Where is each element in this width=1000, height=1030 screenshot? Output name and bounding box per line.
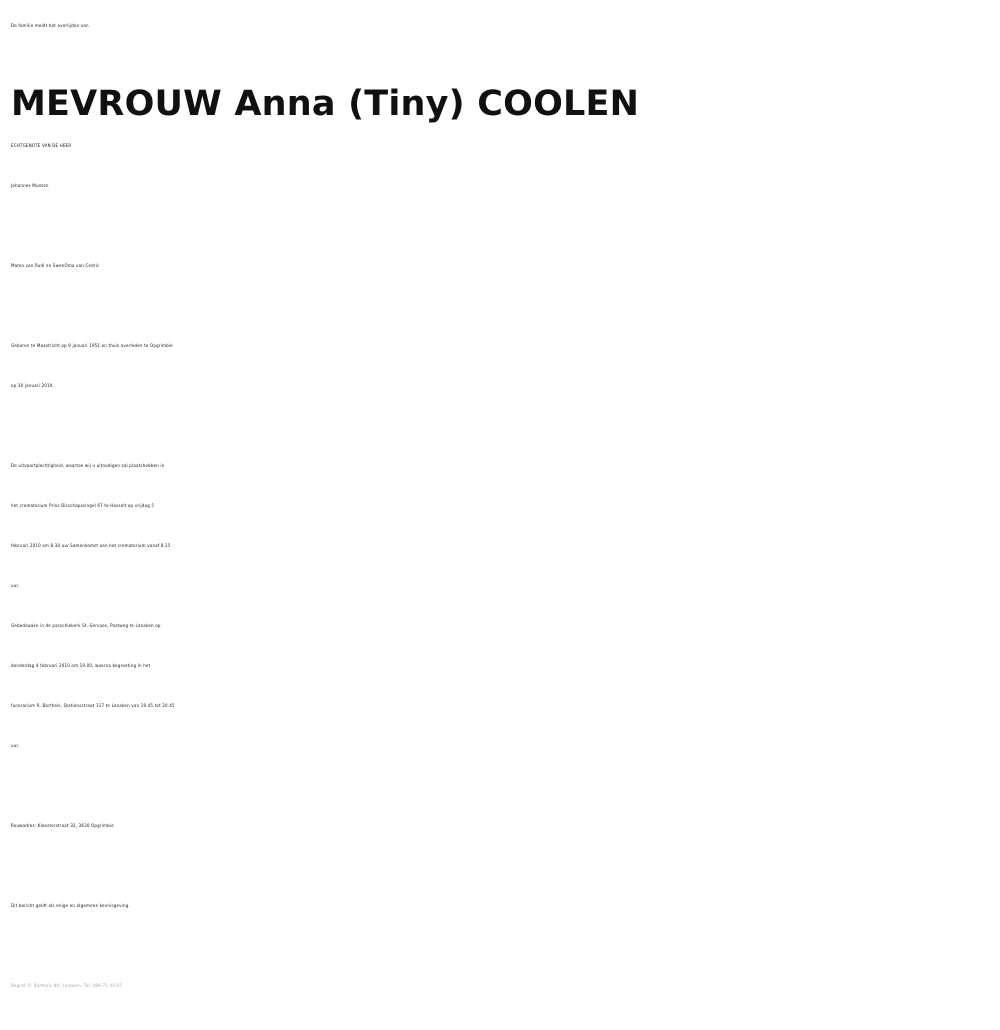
death-notice — [11, 6, 996, 1006]
wake-line: uur. — [11, 743, 20, 748]
spouse-name: Johannes Munten — [11, 183, 49, 188]
ceremony-line: uur. — [11, 583, 20, 588]
spouse-label: ECHTGENOTE VAN DE HEER — [11, 143, 72, 148]
spacer — [11, 206, 996, 246]
deceased-name-text: MEVROUW Anna (Tiny) COOLEN — [11, 84, 640, 124]
wake-line: Gebedswake in de parochiekerk St.-Servaes, Postweg te Lanaken op — [11, 623, 161, 628]
birth-death-paragraph — [11, 326, 996, 406]
spacer — [11, 846, 996, 886]
funeral-home-footer: Begraf. R. Barthels NV, Lanaken. Tel. 089-71.40.87. — [11, 983, 124, 988]
wake-line: funerarium R. Barthels, Stationsstraat 117 te Lanaken van 19.45 tot 20.45 — [11, 703, 175, 708]
mourning-address: Rouwadres: Kloosterstraat 32, 3630 Opgrimbie — [11, 823, 114, 828]
spacer — [11, 766, 996, 806]
ceremony-paragraph — [11, 446, 996, 606]
spacer — [11, 406, 996, 446]
family-line: Mama van Rudi en SwenOma van Cedric — [11, 263, 100, 268]
birth-death-line: Geboren te Maastricht op 9 januari 1951 en thuis overleden te Opgrimbie — [11, 343, 173, 348]
spacer — [11, 926, 996, 966]
ceremony-line: februari 2010 om 8.30 uur.Samenkomst aan het crematorium vanaf 8.15 — [11, 543, 171, 548]
deceased-name — [11, 46, 996, 126]
announcement-text: Dit bericht geldt als enige en algemene kennisgeving. — [11, 903, 130, 908]
wake-paragraph — [11, 606, 996, 766]
wake-line: donderdag 4 februari 2010 om 19.00, waarna begroeting in het — [11, 663, 151, 668]
birth-death-line: op 30 januari 2010. — [11, 383, 54, 388]
ceremony-line: het crematorium Prins Bisschopssingel 67 te Hasselt op vrijdag 5 — [11, 503, 155, 508]
spacer — [11, 286, 996, 326]
intro-text: De familie meldt het overlijden van — [11, 23, 89, 28]
ceremony-line: De uitvaartplechtigheid, waartoe wij u uitnodigen zal plaatshebben in — [11, 463, 165, 468]
